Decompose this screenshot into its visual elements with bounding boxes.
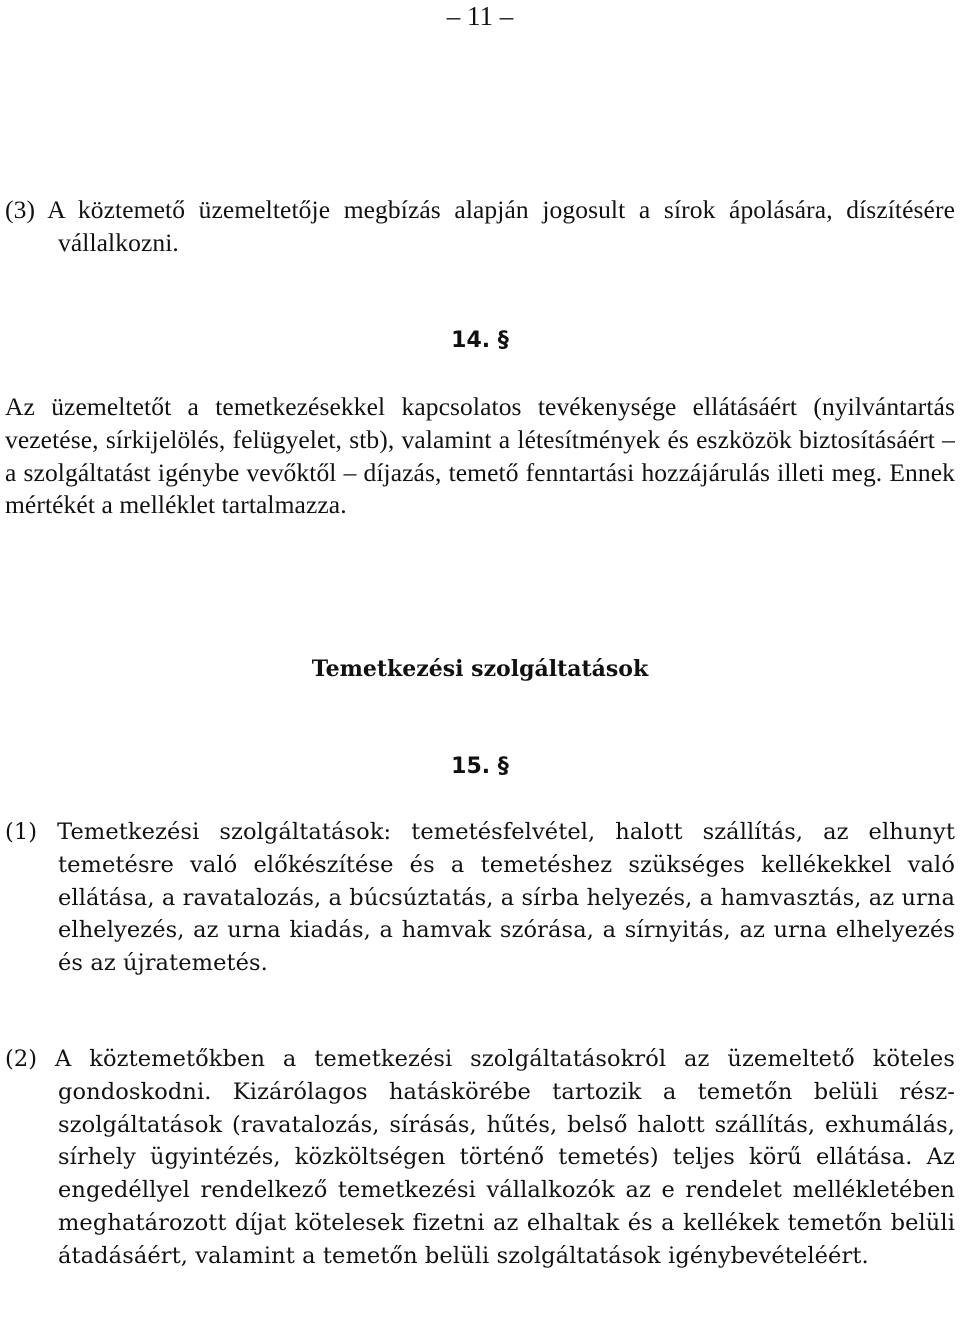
paragraph-3: (3) A köztemető üzemeltetője megbízás alapján jogosult a sírok ápolására, díszítésére vállalkozni. bbox=[5, 195, 955, 257]
section-14-text: Az üzemeltetőt a temetkezésekkel kapcsolatos tevékenysége ellátásáért (nyilvántartás vezetése, sírkijelölés, felügyelet, stb), valamint a létesítmények és eszközök biztosításáért – a szolgáltatást igénybe vevőktől – díjazás, temető fenntartási hozzájárulás illeti meg. Ennek mértékét a melléklet tartalmazza. bbox=[5, 392, 955, 520]
section-15-title: 15. § bbox=[451, 754, 509, 779]
section-14-title: 14. § bbox=[451, 328, 509, 353]
page-number: – 11 – bbox=[446, 1, 514, 31]
heading-temetkezesi-szolgaltatasok: Temetkezési szolgáltatások bbox=[311, 656, 649, 682]
section-15-paragraph-2: (2) A köztemetőkben a temetkezési szolgáltatásokról az üzemeltető köteles gondoskodni. Kizárólagos hatáskörébe tartozik a temetőn belüli rész-szolgáltatások (ravatalozás, sírásás, hűtés, belső halott szállítás, exhumálás, sírhely ügyintézés, közköltségen történő temetés) teljes körű ellátása. Az engedéllyel rendelkező temetkezési vállalkozók az e rendelet mellékletében meghatározott díjat kötelesek fizetni az elhaltak és a kellékek temetőn belüli átadásáért, valamint a temetőn belüli szolgáltatások igénybevételéért. bbox=[5, 1046, 955, 1269]
section-15-paragraph-1: (1) Temetkezési szolgáltatások: temetésfelvétel, halott szállítás, az elhunyt temetésre való előkészítése és a temetéshez szükséges kellékekkel való ellátása, a ravatalozás, a búcsúztatás, a sírba helyezés, a hamvasztás, az urna elhelyezés, az urna kiadás, a hamvak szórása, a sírnyitás, az urna elhelyezés és az újratemetés. bbox=[5, 819, 955, 977]
